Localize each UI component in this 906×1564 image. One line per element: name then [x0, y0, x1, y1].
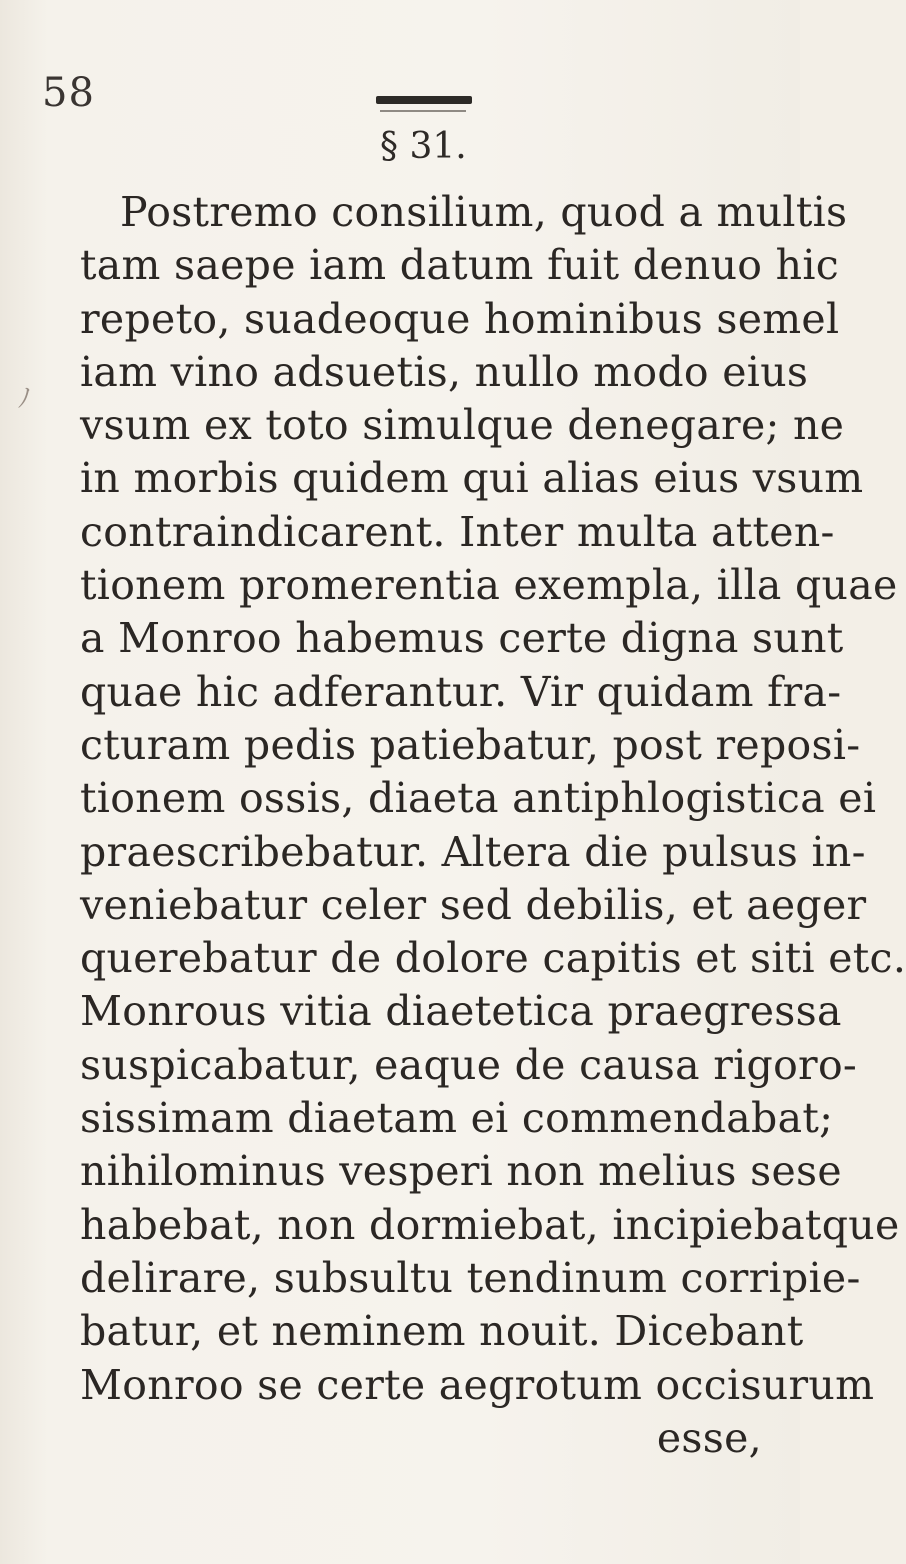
text-line: Postremo consilium, quod a multis — [120, 188, 848, 236]
text-line: batur, et neminem nouit. Dicebant — [80, 1307, 804, 1356]
text-line: habebat, non dormiebat, incipiebatque — [80, 1200, 900, 1249]
header-rule-thin — [380, 110, 466, 112]
section-heading: § 31. — [380, 126, 467, 167]
text-line: tam saepe iam datum fuit denuo hic — [80, 241, 839, 290]
text-line: repeto, suadeoque hominibus semel — [80, 294, 840, 343]
text-line: in morbis quidem qui alias eius vsum — [80, 454, 864, 503]
text-line: iam vino adsuetis, nullo modo eius — [80, 347, 809, 396]
text-line: contraindicarent. Inter multa atten- — [80, 507, 835, 556]
page-number: 58 — [42, 70, 95, 116]
text-line: delirare, subsultu tendinum corripie- — [80, 1253, 861, 1302]
text-line: suspicabatur, eaque de causa rigoro- — [80, 1040, 858, 1089]
body-text — [80, 186, 906, 1465]
text-line: a Monroo habemus certe digna sunt — [80, 614, 844, 663]
text-line: cturam pedis patiebatur, post reposi- — [80, 720, 861, 769]
text-line: querebatur de dolore capitis et siti etc. — [80, 934, 906, 983]
text-line: Monrous vitia diaetetica praegressa — [80, 987, 842, 1036]
text-line: praescribebatur. Altera die pulsus in- — [80, 827, 866, 876]
header-rule — [376, 96, 472, 104]
text-line: Monroo se certe aegrotum occisurum — [80, 1360, 875, 1409]
margin-mark: ﾉ — [18, 384, 32, 414]
text-line: vsum ex toto simulque denegare; ne — [80, 401, 845, 450]
text-line: quae hic adferantur. Vir quidam fra- — [80, 667, 842, 716]
text-line: veniebatur celer sed debilis, et aeger — [80, 880, 867, 929]
text-line: tionem ossis, diaeta antiphlogistica ei — [80, 774, 877, 823]
text-line: nihilominus vesperi non melius sese — [80, 1147, 842, 1196]
text-line: esse, — [656, 1413, 762, 1462]
text-line: sissimam diaetam ei commendabat; — [80, 1094, 834, 1143]
text-line: tionem promerentia exempla, illa quae — [80, 561, 898, 610]
